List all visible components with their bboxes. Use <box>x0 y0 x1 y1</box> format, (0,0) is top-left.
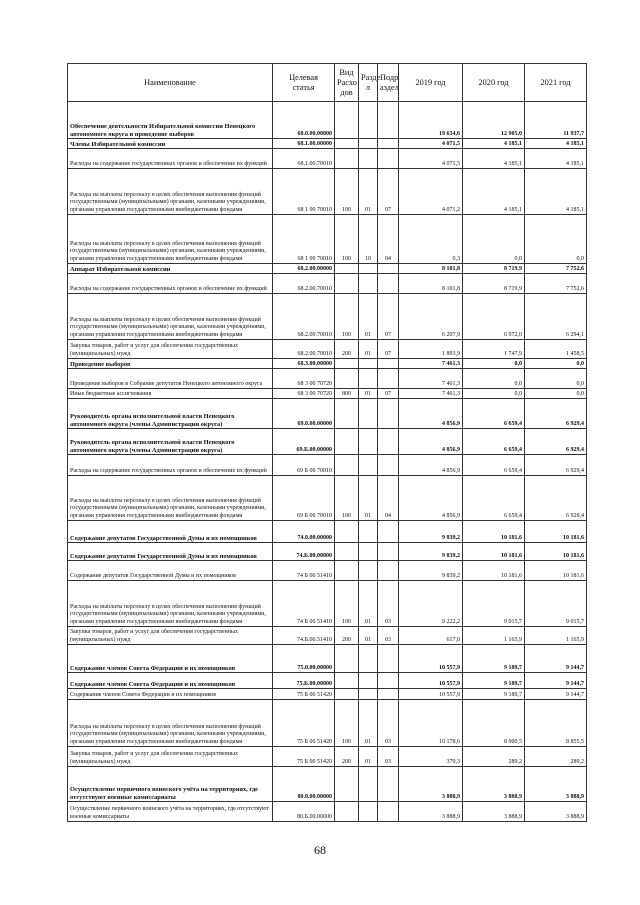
cell-y2019: 10 557,9 <box>399 673 463 689</box>
cell-pr <box>378 673 399 689</box>
cell-pr <box>378 767 399 802</box>
cell-y2019: 4 071,2 <box>399 169 463 215</box>
cell-pr: 07 <box>378 169 399 215</box>
cell-vr <box>335 802 359 822</box>
cell-rz <box>359 399 378 429</box>
cell-y2020: 1 747,9 <box>463 340 525 359</box>
cell-y2020: 3 888,9 <box>463 802 525 822</box>
table-row <box>68 399 587 429</box>
cell-code: 74 Б 00 51410 <box>273 561 335 581</box>
cell-code: 75.0.00.00000 <box>273 645 335 673</box>
cell-y2019: 3 888,9 <box>399 767 463 802</box>
cell-y2021: 10 181,6 <box>525 561 587 581</box>
cell-name: Расходы на выплаты персоналу в целях обеспечения выполнения функций государственными (муниципальными) органами, казенными учреждениями, органами управления государственными внебюджетными фондами <box>68 581 273 627</box>
cell-y2019: 9 222,2 <box>399 581 463 627</box>
cell-y2019: 8 101,8 <box>399 264 463 274</box>
cell-code: 75 Б 00 51420 <box>273 700 335 747</box>
table-row <box>68 700 587 747</box>
cell-code: 68.1.00.00000 <box>273 139 335 149</box>
cell-y2021: 0,0 <box>525 369 587 389</box>
cell-y2021: 0,0 <box>525 389 587 399</box>
cell-vr: 200 <box>335 747 359 767</box>
cell-y2020: 6 659,4 <box>463 399 525 429</box>
cell-name: Расходы на содержание государственных органов и обеспечение их функций <box>68 149 273 169</box>
cell-rz: 01 <box>359 476 378 521</box>
cell-pr: 07 <box>378 294 399 340</box>
cell-pr <box>378 149 399 169</box>
cell-vr: 100 <box>335 294 359 340</box>
cell-y2019: 617,0 <box>399 627 463 645</box>
cell-y2020: 6 659,4 <box>463 455 525 476</box>
cell-y2019: 379,3 <box>399 747 463 767</box>
cell-code: 68 3 00 70720 <box>273 389 335 399</box>
cell-y2021: 9 144,7 <box>525 689 587 700</box>
cell-vr <box>335 429 359 455</box>
cell-y2019: 9 839,2 <box>399 521 463 543</box>
cell-y2019: 4 856,9 <box>399 476 463 521</box>
cell-y2020: 9 189,7 <box>463 689 525 700</box>
cell-pr <box>378 102 399 139</box>
cell-vr <box>335 767 359 802</box>
table-row <box>68 627 587 645</box>
cell-y2019: 10 557,9 <box>399 689 463 700</box>
cell-y2019: 9 839,2 <box>399 561 463 581</box>
table-row <box>68 215 587 264</box>
cell-y2021: 9 144,7 <box>525 645 587 673</box>
cell-vr <box>335 139 359 149</box>
header-2020: 2020 год <box>463 64 525 102</box>
cell-vr: 100 <box>335 700 359 747</box>
cell-name: Иные бюджетные ассигнования <box>68 389 273 399</box>
cell-code: 69.0.00.00000 <box>273 399 335 429</box>
cell-rz <box>359 521 378 543</box>
cell-rz: 01 <box>359 340 378 359</box>
cell-pr <box>378 274 399 294</box>
cell-y2019: 10 178,6 <box>399 700 463 747</box>
cell-y2021: 1 458,5 <box>525 340 587 359</box>
cell-y2019: 3 888,9 <box>399 802 463 822</box>
cell-vr: 100 <box>335 169 359 215</box>
cell-name: Расходы на выплаты персоналу в целях обеспечения выполнения функций государственными (муниципальными) органами, казенными учреждениями, органами управления государственными внебюджетными фондами <box>68 700 273 747</box>
cell-y2020: 6 659,4 <box>463 476 525 521</box>
cell-y2020: 0,0 <box>463 389 525 399</box>
cell-y2021: 7 752,6 <box>525 264 587 274</box>
cell-name: Содержание депутатов Государственной Думы и их помощников <box>68 543 273 561</box>
cell-rz: 01 <box>359 700 378 747</box>
cell-name: Руководитель органа исполнительной власти Ненецкого автономного округа (члены Администрации округа) <box>68 429 273 455</box>
cell-name: Содержание членов Совета Федерации и их помощников <box>68 689 273 700</box>
cell-rz <box>359 274 378 294</box>
cell-vr <box>335 673 359 689</box>
cell-vr <box>335 359 359 369</box>
cell-name: Содержание депутатов Государственной Думы и их помощников <box>68 521 273 543</box>
table-row <box>68 102 587 139</box>
cell-y2020: 289,2 <box>463 747 525 767</box>
cell-name: Расходы на содержание государственных органов и обеспечение их функций <box>68 274 273 294</box>
cell-name: Осуществление первичного воинского учёта на территориях, где отсутствуют военные комиссариаты <box>68 802 273 822</box>
cell-y2020: 8 719,9 <box>463 274 525 294</box>
cell-code: 68.1.00.70010 <box>273 149 335 169</box>
cell-y2019: 4 856,9 <box>399 429 463 455</box>
cell-code: 68 1 00 70010 <box>273 169 335 215</box>
cell-vr <box>335 102 359 139</box>
cell-y2019: 4 071,5 <box>399 149 463 169</box>
cell-y2021: 8 855,5 <box>525 700 587 747</box>
cell-pr <box>378 455 399 476</box>
cell-rz <box>359 767 378 802</box>
cell-vr: 100 <box>335 215 359 264</box>
cell-y2019: 7 461,3 <box>399 359 463 369</box>
cell-name: Расходы на выплаты персоналу в целях обеспечения выполнения функций государственными (муниципальными) органами, казенными учреждениями, органами управления государственными внебюджетными фондами <box>68 169 273 215</box>
cell-pr <box>378 359 399 369</box>
table-row <box>68 139 587 149</box>
table-row <box>68 340 587 359</box>
table-row <box>68 264 587 274</box>
cell-code: 69.Б.00.00000 <box>273 429 335 455</box>
page-number: 68 <box>314 843 326 857</box>
cell-y2021: 6 294,1 <box>525 294 587 340</box>
cell-rz <box>359 429 378 455</box>
cell-vr <box>335 399 359 429</box>
header-name: Наименование <box>68 64 273 102</box>
cell-vr <box>335 543 359 561</box>
cell-y2021: 4 185,1 <box>525 139 587 149</box>
cell-y2019: 1 893,9 <box>399 340 463 359</box>
cell-code: 80.Б.00.00000 <box>273 802 335 822</box>
table-row <box>68 369 587 389</box>
cell-code: 68 1 00 70010 <box>273 215 335 264</box>
header-expense-type: Вид Расхо дов <box>335 64 359 102</box>
cell-name: Проведение выборов <box>68 359 273 369</box>
cell-y2021: 4 185,1 <box>525 169 587 215</box>
cell-name: Руководитель органа исполнительной власти Ненецкого автономного округа (члены Администрации округа) <box>68 399 273 429</box>
cell-y2020: 0,0 <box>463 215 525 264</box>
header-section: Разде л <box>359 64 378 102</box>
cell-y2019: 7 461,3 <box>399 389 463 399</box>
table-row <box>68 689 587 700</box>
table-row <box>68 359 587 369</box>
cell-code: 68.2.00.70010 <box>273 340 335 359</box>
header-subsection: Подр аздел <box>378 64 399 102</box>
cell-name: Аппарат Избирательной комиссии <box>68 264 273 274</box>
cell-y2019: 4 856,9 <box>399 399 463 429</box>
cell-code: 69 Б 00 70010 <box>273 476 335 521</box>
cell-y2021: 11 937,7 <box>525 102 587 139</box>
cell-pr <box>378 139 399 149</box>
cell-rz: 01 <box>359 747 378 767</box>
cell-code: 80.0.00.00000 <box>273 767 335 802</box>
cell-name: Расходы на выплаты персоналу в целях обеспечения выполнения функций государственными (муниципальными) органами, казенными учреждениями, органами управления государственными внебюджетными фондами <box>68 294 273 340</box>
cell-rz <box>359 369 378 389</box>
cell-name: Закупка товаров, работ и услуг для обеспечения государственных (муниципальных) нужд <box>68 627 273 645</box>
cell-rz <box>359 149 378 169</box>
cell-y2020: 8 719,9 <box>463 264 525 274</box>
cell-rz <box>359 645 378 673</box>
cell-y2021: 6 929,4 <box>525 455 587 476</box>
cell-rz <box>359 455 378 476</box>
cell-y2019: 19 634,6 <box>399 102 463 139</box>
cell-y2020: 12 905,0 <box>463 102 525 139</box>
cell-y2020: 10 181,6 <box>463 521 525 543</box>
cell-y2019: 4 071,5 <box>399 139 463 149</box>
cell-name: Содержание членов Совета Федерации и их помощников <box>68 645 273 673</box>
cell-pr: 03 <box>378 627 399 645</box>
cell-vr <box>335 645 359 673</box>
cell-code: 75.Б.00.00000 <box>273 673 335 689</box>
cell-vr <box>335 274 359 294</box>
cell-code: 74 Б 00 51410 <box>273 581 335 627</box>
cell-pr <box>378 521 399 543</box>
cell-y2021: 9 015,7 <box>525 581 587 627</box>
cell-rz <box>359 102 378 139</box>
cell-y2020: 4 185,1 <box>463 139 525 149</box>
cell-y2020: 1 165,9 <box>463 627 525 645</box>
cell-code: 68.2.00.00000 <box>273 264 335 274</box>
cell-y2020: 4 185,1 <box>463 149 525 169</box>
cell-y2020: 6 972,0 <box>463 294 525 340</box>
cell-y2020: 4 185,1 <box>463 169 525 215</box>
cell-name: Расходы на содержание государственных органов и обеспечение их функций <box>68 455 273 476</box>
cell-y2021: 3 888,9 <box>525 767 587 802</box>
table-row <box>68 455 587 476</box>
cell-code: 68.3.00.00000 <box>273 359 335 369</box>
cell-vr <box>335 455 359 476</box>
cell-y2021: 7 752,6 <box>525 274 587 294</box>
header-target: Целевая статья <box>273 64 335 102</box>
cell-y2019: 0,3 <box>399 215 463 264</box>
cell-pr <box>378 543 399 561</box>
table-row <box>68 581 587 627</box>
cell-vr <box>335 264 359 274</box>
cell-pr <box>378 399 399 429</box>
cell-pr <box>378 264 399 274</box>
cell-pr: 07 <box>378 340 399 359</box>
cell-code: 68.2.00.70010 <box>273 274 335 294</box>
cell-pr <box>378 689 399 700</box>
cell-vr <box>335 521 359 543</box>
cell-y2021: 0,0 <box>525 215 587 264</box>
table-row <box>68 747 587 767</box>
cell-name: Расходы на выплаты персоналу в целях обеспечения выполнения функций государственными (муниципальными) органами, казенными учреждениями, органами управления государственными внебюджетными фондами <box>68 476 273 521</box>
cell-y2021: 3 888,9 <box>525 802 587 822</box>
cell-code: 75 Б 00 51420 <box>273 689 335 700</box>
cell-code: 69 Б 00 70010 <box>273 455 335 476</box>
cell-y2021: 4 185,1 <box>525 149 587 169</box>
cell-pr <box>378 645 399 673</box>
cell-y2020: 10 181,6 <box>463 561 525 581</box>
cell-name: Закупка товаров, работ и услуг для обеспечения государственных (муниципальных) нужд <box>68 747 273 767</box>
cell-name: Содержание членов Совета Федерации и их помощников <box>68 673 273 689</box>
cell-code: 68 3 00 70720 <box>273 369 335 389</box>
cell-y2021: 10 181,6 <box>525 543 587 561</box>
cell-code: 68.0.00.00000 <box>273 102 335 139</box>
cell-y2021: 6 929,4 <box>525 429 587 455</box>
cell-pr: 03 <box>378 581 399 627</box>
cell-rz <box>359 543 378 561</box>
budget-sheet <box>67 63 586 822</box>
cell-pr: 03 <box>378 700 399 747</box>
cell-rz: 10 <box>359 215 378 264</box>
cell-vr: 100 <box>335 476 359 521</box>
cell-y2020: 9 189,7 <box>463 645 525 673</box>
cell-vr: 200 <box>335 627 359 645</box>
table-row <box>68 645 587 673</box>
cell-code: 68.2.00.70010 <box>273 294 335 340</box>
table-row <box>68 274 587 294</box>
table-row <box>68 673 587 689</box>
cell-vr <box>335 149 359 169</box>
budget-table <box>67 63 587 822</box>
table-row <box>68 149 587 169</box>
cell-vr: 800 <box>335 389 359 399</box>
cell-pr: 04 <box>378 476 399 521</box>
cell-y2021: 10 181,6 <box>525 521 587 543</box>
cell-name: Расходы на выплаты персоналу в целях обеспечения выполнения функций государственными (муниципальными) органами, казенными учреждениями, органами управления государственными внебюджетными фондами <box>68 215 273 264</box>
cell-pr <box>378 802 399 822</box>
cell-name: Проведение выборов в Собрание депутатов Ненецкого автономного округа <box>68 369 273 389</box>
cell-name: Обеспечение деятельности Избирательной комиссии Ненецкого автономного округа и проведение выборов <box>68 102 273 139</box>
cell-y2020: 9 015,7 <box>463 581 525 627</box>
cell-y2019: 9 839,2 <box>399 543 463 561</box>
cell-pr <box>378 561 399 581</box>
cell-rz <box>359 802 378 822</box>
cell-rz <box>359 139 378 149</box>
cell-y2020: 10 181,6 <box>463 543 525 561</box>
cell-rz <box>359 264 378 274</box>
table-row <box>68 429 587 455</box>
cell-y2021: 0,0 <box>525 359 587 369</box>
table-row <box>68 521 587 543</box>
cell-y2020: 3 888,9 <box>463 767 525 802</box>
cell-y2020: 9 189,7 <box>463 673 525 689</box>
table-row <box>68 802 587 822</box>
cell-y2019: 8 101,8 <box>399 274 463 294</box>
cell-name: Члены Избирательной комиссии <box>68 139 273 149</box>
cell-code: 74.Б.00.51410 <box>273 627 335 645</box>
table-row <box>68 543 587 561</box>
table-header-row <box>68 64 587 102</box>
cell-name: Осуществление первичного воинского учёта на территориях, где отсутствуют военные комиссариаты <box>68 767 273 802</box>
cell-rz <box>359 561 378 581</box>
cell-rz <box>359 359 378 369</box>
cell-code: 74.Б.00.00000 <box>273 543 335 561</box>
cell-rz <box>359 673 378 689</box>
cell-pr <box>378 369 399 389</box>
table-row <box>68 169 587 215</box>
cell-code: 75 Б 00 51420 <box>273 747 335 767</box>
cell-y2021: 6 929,4 <box>525 399 587 429</box>
cell-rz: 01 <box>359 627 378 645</box>
cell-y2021: 9 144,7 <box>525 673 587 689</box>
cell-vr <box>335 369 359 389</box>
cell-rz: 01 <box>359 389 378 399</box>
cell-pr: 07 <box>378 389 399 399</box>
cell-y2020: 0,0 <box>463 359 525 369</box>
cell-vr <box>335 689 359 700</box>
cell-vr <box>335 561 359 581</box>
cell-y2021: 6 929,4 <box>525 476 587 521</box>
table-row <box>68 476 587 521</box>
cell-y2021: 1 165,9 <box>525 627 587 645</box>
cell-y2019: 10 557,9 <box>399 645 463 673</box>
cell-vr: 200 <box>335 340 359 359</box>
cell-rz: 01 <box>359 581 378 627</box>
cell-y2020: 8 900,5 <box>463 700 525 747</box>
cell-y2019: 4 856,9 <box>399 455 463 476</box>
header-2021: 2021 год <box>525 64 587 102</box>
cell-code: 74.0.00.00000 <box>273 521 335 543</box>
cell-y2020: 6 659,4 <box>463 429 525 455</box>
header-2019: 2019 год <box>399 64 463 102</box>
cell-pr <box>378 429 399 455</box>
cell-rz: 01 <box>359 169 378 215</box>
cell-y2019: 6 207,9 <box>399 294 463 340</box>
cell-pr: 03 <box>378 747 399 767</box>
cell-name: Закупка товаров, работ и услуг для обеспечения государственных (муниципальных) нужд <box>68 340 273 359</box>
cell-y2021: 289,2 <box>525 747 587 767</box>
cell-y2019: 7 461,3 <box>399 369 463 389</box>
table-row <box>68 389 587 399</box>
cell-vr: 100 <box>335 581 359 627</box>
cell-pr: 04 <box>378 215 399 264</box>
cell-rz: 01 <box>359 294 378 340</box>
table-row <box>68 294 587 340</box>
table-row <box>68 561 587 581</box>
cell-y2020: 0,0 <box>463 369 525 389</box>
cell-name: Содержание депутатов Государственной Думы и их помощников <box>68 561 273 581</box>
cell-rz <box>359 689 378 700</box>
table-row <box>68 767 587 802</box>
